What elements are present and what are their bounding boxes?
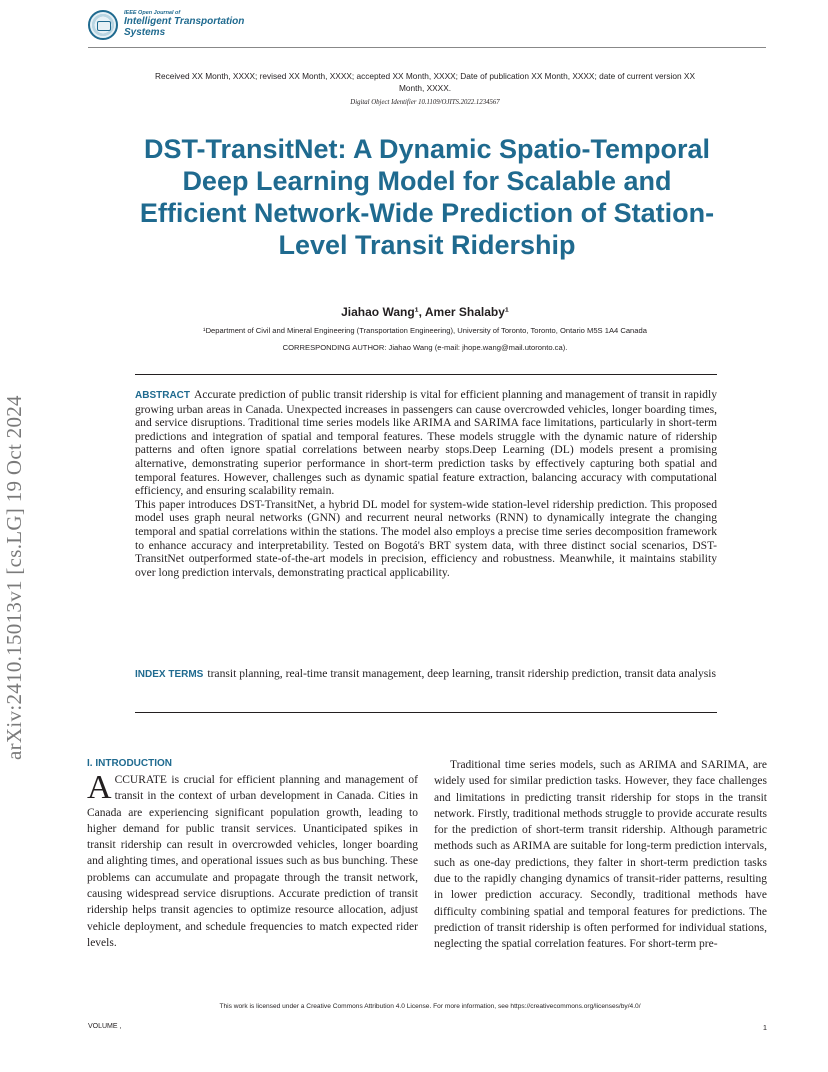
abstract bbox=[135, 388, 717, 579]
journal-name-line2: Systems bbox=[124, 26, 166, 38]
journal-name-line1: Intelligent Transportation bbox=[124, 16, 245, 27]
index-terms-label: INDEX TERMS bbox=[135, 669, 204, 680]
abstract-label: ABSTRACT bbox=[135, 390, 190, 401]
journal-name bbox=[124, 17, 244, 38]
authors: Jiahao Wang¹, Amer Shalaby¹ bbox=[341, 305, 509, 319]
ieee-seal-logo bbox=[88, 10, 118, 40]
abstract-paragraph-2: This paper introduces DST-TransitNet, a hybrid DL model for system-wide station-level ridership prediction. This proposed model uses graph neural networks (GNN) and recurrent neural networks (RNN) to dynamically integrate the changing temporal and spatial correlations within the stations. The model also employs a precise time series decomposition framework to enhance accuracy and interpretability. Tested on Bogotá's BRT system data, with three distinct social scenarios, DST-TransitNet outperformed state-of-the-art models in precision, efficiency and robustness. Meanwhile, it maintains stability over long prediction intervals, demonstrating practical applicability. bbox=[135, 497, 717, 579]
section-heading: I. INTRODUCTION bbox=[87, 758, 172, 769]
abstract-bottom-rule bbox=[135, 712, 717, 713]
page-number: 1 bbox=[762, 1023, 767, 1032]
paper-title: DST-TransitNet: A Dynamic Spatio-Temporal Deep Learning Model for Scalable and Efficient Network-Wide Prediction of Station-Level Transit Ridership bbox=[139, 134, 715, 260]
received-dates: Received XX Month, XXXX; revised XX Month, XXXX; accepted XX Month, XXXX; Date of publication XX Month, XXXX; date of current version XX Month, XXXX. bbox=[154, 71, 696, 93]
drop-cap: A bbox=[87, 769, 112, 806]
journal-header bbox=[88, 8, 766, 48]
abstract-top-rule bbox=[135, 374, 717, 375]
journal-kicker: IEEE Open Journal of bbox=[124, 10, 181, 16]
index-terms-text: transit planning, real-time transit management, deep learning, transit ridership prediction, transit data analysis bbox=[207, 667, 717, 680]
license-notice: This work is licensed under a Creative Commons Attribution 4.0 License. For more information, see https://creativecommons.org/licenses/by/4.0/ bbox=[219, 1003, 641, 1010]
abstract-text-1: Accurate prediction of public transit ridership is vital for efficient planning and management of transit in rapidly growing urban areas in Canada. Unexpected increases in passengers can cause overcrowded vehicles, longer boarding times, and service disruptions. Traditional time series models like ARIMA and SARIMA face limitations, particularly in short-term predictions and integration of spatial and temporal features. These models struggle with the dynamic nature of ridership patterns and often ignore spatial correlations between nearby stops.Deep Learning (DL) models present a promising alternative, demonstrating superior performance in short-term prediction tasks by effectively capturing both spatial and temporal features. However, challenges such as dynamic spatial feature extraction, balancing accuracy with computational efficiency, and ensuring scalability remain. bbox=[135, 388, 717, 498]
affiliation: ¹Department of Civil and Mineral Engineering (Transportation Engineering), University of Toronto, Toronto, Ontario M5S 1A4 Canada bbox=[203, 326, 647, 335]
footer-volume: VOLUME , bbox=[88, 1023, 122, 1030]
intro-right-column: Traditional time series models, such as ARIMA and SARIMA, are widely used for similar prediction tasks. However, they face challenges and limitations in predicting transit ridership for stops in the transit network. Firstly, traditional methods struggle to provide accurate results for the prediction of short-term transit ridership. Although parametric methods such as ARIMA are suitable for long-term prediction intervals, such as one-day predictions, they falter in short-term prediction tasks due to the rapidly changing dynamics of transit-rider patterns, resulting in lower prediction accuracy. Secondly, traditional methods have difficulty combining spatial and temporal features for predictions. The prediction of transit ridership is often performed for individual stations, neglecting the spatial correlation features. For short-term pre- bbox=[434, 759, 767, 951]
intro-left-column bbox=[87, 757, 418, 951]
intro-left-text: CCURATE is crucial for efficient planning and management of transit in the context of urban development in Canada. Cities in Canada are experiencing significant population growth, leading to higher demand for public transit services. Unanticipated spikes in transit ridership can result in overcrowded vehicles, longer boarding and alighting times, and operational issues such as bus bunching. These problems can accumulate and propagate through the transit network, causing widespread service disruptions. Accurate prediction of transit ridership helps transit agencies to optimize resource allocation, adjust vehicle deployment, and schedule frequencies to match expected rider levels. bbox=[87, 774, 418, 949]
corresponding-author: CORRESPONDING AUTHOR: Jiahao Wang (e-mail: jhope.wang@mail.utoronto.ca). bbox=[282, 343, 568, 352]
index-terms bbox=[135, 667, 717, 682]
intro-left-paragraph bbox=[87, 769, 418, 951]
abstract-paragraph-1 bbox=[135, 388, 717, 498]
arxiv-identifier-stamp: arXiv:2410.15013v1 [cs.LG] 19 Oct 2024 bbox=[2, 395, 26, 760]
doi-line: Digital Object Identifier 10.1109/OJITS.2022.1234567 bbox=[350, 99, 500, 106]
